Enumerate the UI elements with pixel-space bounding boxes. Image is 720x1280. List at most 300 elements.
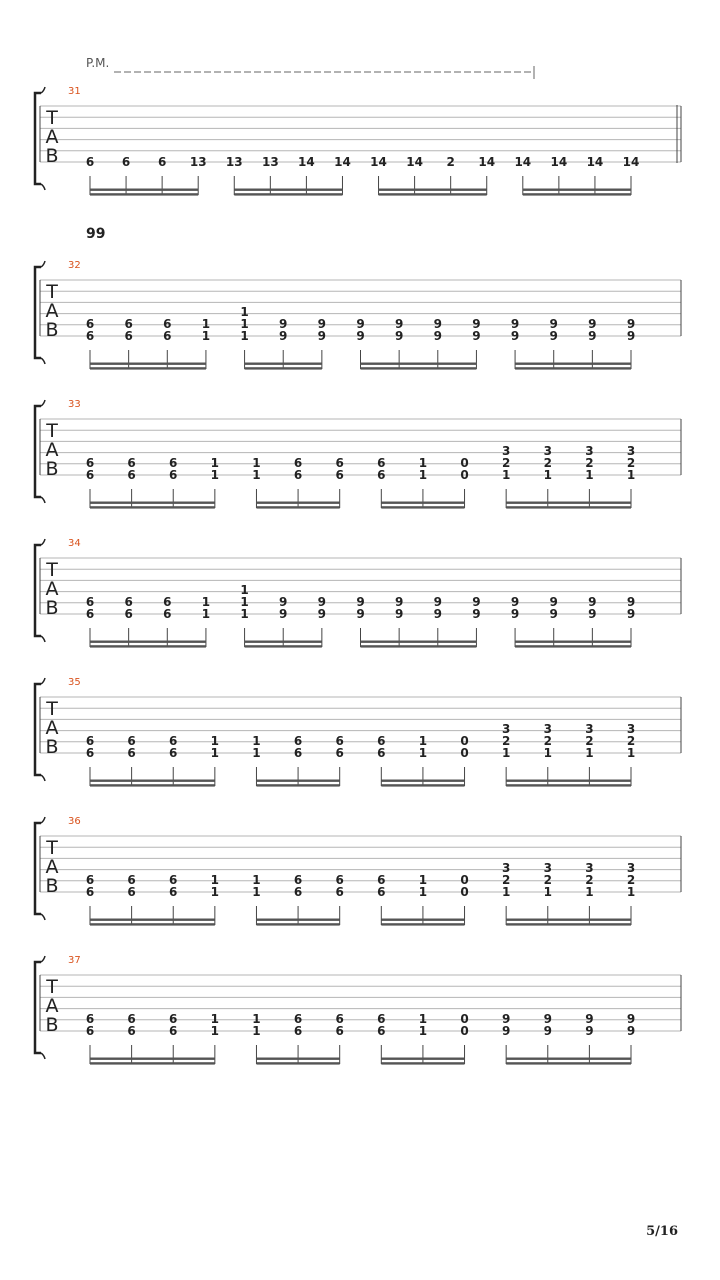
measure-32	[35, 260, 681, 370]
fret-number: 6	[85, 595, 95, 609]
fret-number: 1	[585, 468, 594, 482]
fret-number: 0	[460, 885, 469, 899]
fret-number: 9	[356, 317, 365, 331]
measure-34	[35, 538, 681, 648]
fret-number: 1	[201, 607, 211, 621]
beam	[234, 193, 342, 195]
fret-number: 9	[279, 317, 288, 331]
fret-number: 2	[585, 873, 594, 887]
fret-number: 1	[201, 317, 211, 331]
fret-number: 6	[335, 1012, 344, 1026]
fret-number: 1	[543, 468, 552, 482]
beam	[523, 189, 631, 191]
beam	[523, 193, 631, 195]
fret-number: 9	[510, 329, 520, 343]
fret-number: 1	[418, 456, 428, 470]
bracket-hook	[41, 358, 45, 364]
fret-number: 1	[252, 456, 261, 470]
beam	[256, 784, 339, 786]
fret-number: 1	[585, 746, 594, 760]
fret-number: 6	[377, 456, 386, 470]
fret-number: 1	[626, 468, 636, 482]
beam	[245, 641, 322, 643]
fret-number: 6	[169, 456, 178, 470]
bracket-hook	[41, 87, 45, 93]
measure-number: 32	[68, 260, 81, 271]
fret-number: 9	[543, 1024, 552, 1038]
bracket-hook	[41, 914, 45, 920]
fret-number: 6	[127, 734, 136, 748]
fret-number: 6	[127, 1024, 136, 1038]
fret-number: 3	[501, 861, 511, 875]
measure-number: 37	[68, 955, 81, 966]
fret-number: 6	[127, 873, 136, 887]
fret-number: 0	[460, 468, 469, 482]
fret-number: 0	[460, 456, 469, 470]
fret-number: 9	[501, 1012, 511, 1026]
beam	[506, 506, 631, 508]
tab-clef-letter: A	[45, 578, 59, 600]
fret-number: 14	[334, 155, 351, 169]
fret-number: 1	[543, 746, 552, 760]
fret-number: 9	[317, 317, 327, 331]
tab-clef-letter: B	[45, 458, 59, 480]
fret-number: 9	[472, 317, 481, 331]
fret-number: 9	[588, 329, 597, 343]
fret-number: 9	[472, 595, 481, 609]
fret-number: 3	[626, 722, 636, 736]
beam	[90, 923, 215, 925]
fret-number: 1	[210, 1024, 220, 1038]
fret-number: 6	[169, 1024, 178, 1038]
fret-number: 6	[377, 1024, 386, 1038]
fret-number: 6	[293, 456, 303, 470]
beam	[234, 189, 342, 191]
fret-number: 3	[543, 444, 552, 458]
measure-number: 33	[68, 399, 81, 410]
fret-number: 9	[433, 607, 442, 621]
fret-number: 1	[543, 885, 552, 899]
beam	[90, 641, 206, 643]
fret-number: 1	[240, 583, 249, 597]
fret-number: 14	[406, 155, 423, 169]
fret-number: 9	[549, 329, 558, 343]
fret-number: 9	[317, 607, 327, 621]
fret-number: 1	[501, 468, 511, 482]
fret-number: 9	[317, 595, 327, 609]
fret-number: 3	[585, 722, 594, 736]
fret-number: 1	[252, 873, 261, 887]
fret-number: 6	[335, 746, 344, 760]
beam	[506, 1062, 631, 1064]
beam	[256, 506, 339, 508]
beam	[381, 784, 464, 786]
beam	[361, 641, 477, 643]
fret-number: 6	[85, 1012, 95, 1026]
beam	[256, 780, 339, 782]
measure-number: 31	[68, 86, 81, 97]
fret-number: 6	[85, 746, 95, 760]
beam	[256, 923, 339, 925]
bracket-hook	[41, 1053, 45, 1059]
tab-clef-letter: B	[45, 319, 59, 341]
fret-number: 6	[377, 1012, 386, 1026]
fret-number: 6	[163, 607, 172, 621]
bracket-hook	[41, 400, 45, 406]
beam	[506, 923, 631, 925]
fret-number: 13	[189, 155, 207, 169]
fret-number: 1	[252, 468, 261, 482]
bracket-hook	[41, 817, 45, 823]
fret-number: 6	[85, 885, 95, 899]
fret-number: 1	[626, 746, 636, 760]
fret-number: 9	[510, 317, 520, 331]
fret-number: 6	[293, 746, 303, 760]
fret-number: 1	[501, 746, 511, 760]
beam	[90, 919, 215, 921]
bracket-hook	[41, 497, 45, 503]
beam	[515, 367, 631, 369]
measure-31	[35, 66, 681, 196]
fret-number: 1	[418, 468, 428, 482]
tab-clef-letter: T	[46, 698, 58, 720]
fret-number: 1	[240, 305, 249, 319]
fret-number: 6	[293, 873, 303, 887]
fret-number: 9	[585, 1012, 594, 1026]
fret-number: 6	[293, 1012, 303, 1026]
fret-number: 9	[433, 329, 442, 343]
fret-number: 6	[85, 155, 95, 169]
fret-number: 6	[169, 468, 178, 482]
beam	[245, 367, 322, 369]
fret-number: 9	[626, 329, 636, 343]
fret-number: 14	[514, 155, 532, 169]
fret-number: 3	[585, 444, 594, 458]
fret-number: 9	[626, 607, 636, 621]
fret-number: 9	[543, 1012, 552, 1026]
beam	[90, 502, 215, 504]
tab-clef-letter: A	[45, 300, 59, 322]
fret-number: 14	[586, 155, 604, 169]
fret-number: 1	[210, 746, 220, 760]
fret-number: 1	[585, 885, 594, 899]
beam	[245, 363, 322, 365]
tab-clef-letter: T	[46, 559, 58, 581]
fret-number: 6	[163, 317, 172, 331]
fret-number: 14	[298, 155, 315, 169]
fret-number: 9	[433, 317, 442, 331]
fret-number: 14	[478, 155, 496, 169]
fret-number: 1	[418, 1024, 428, 1038]
bracket-hook	[41, 678, 45, 684]
tempo-marker: 99	[86, 226, 106, 242]
bracket-hook	[41, 775, 45, 781]
tab-clef-letter: A	[45, 439, 59, 461]
fret-number: 9	[394, 607, 404, 621]
beam	[90, 1058, 215, 1060]
fret-number: 2	[501, 734, 511, 748]
fret-number: 6	[85, 317, 95, 331]
beam	[90, 367, 206, 369]
fret-number: 0	[460, 1024, 469, 1038]
fret-number: 1	[252, 734, 261, 748]
fret-number: 6	[377, 468, 386, 482]
fret-number: 1	[252, 1012, 261, 1026]
fret-number: 2	[543, 456, 552, 470]
fret-number: 9	[279, 607, 288, 621]
fret-number: 0	[460, 746, 469, 760]
fret-number: 2	[501, 873, 511, 887]
fret-number: 6	[85, 1024, 95, 1038]
beam	[515, 641, 631, 643]
fret-number: 9	[279, 595, 288, 609]
measure-36	[35, 816, 681, 926]
fret-number: 3	[585, 861, 594, 875]
fret-number: 1	[252, 1024, 261, 1038]
tab-clef-letter: B	[45, 1014, 59, 1036]
fret-number: 6	[127, 1012, 136, 1026]
fret-number: 6	[124, 329, 133, 343]
fret-number: 9	[588, 607, 597, 621]
fret-number: 6	[293, 734, 303, 748]
fret-number: 2	[543, 873, 552, 887]
beam	[506, 784, 631, 786]
fret-number: 2	[585, 456, 594, 470]
bracket-hook	[41, 261, 45, 267]
fret-number: 9	[356, 595, 365, 609]
beam	[506, 1058, 631, 1060]
fret-number: 6	[335, 873, 344, 887]
fret-number: 6	[169, 746, 178, 760]
fret-number: 9	[626, 1012, 636, 1026]
beam	[381, 780, 464, 782]
beam	[256, 919, 339, 921]
fret-number: 1	[240, 607, 249, 621]
fret-number: 0	[460, 1012, 469, 1026]
fret-number: 2	[626, 873, 636, 887]
fret-number: 1	[210, 468, 220, 482]
fret-number: 6	[335, 468, 344, 482]
bracket-hook	[41, 184, 45, 190]
fret-number: 9	[472, 607, 481, 621]
beam	[90, 645, 206, 647]
palm-mute-label: P.M.	[86, 56, 110, 70]
fret-number: 2	[446, 155, 455, 169]
fret-number: 6	[163, 329, 172, 343]
fret-number: 6	[169, 873, 178, 887]
fret-number: 6	[85, 456, 95, 470]
fret-number: 1	[418, 734, 428, 748]
beam	[256, 1058, 339, 1060]
measure-33	[35, 399, 681, 509]
fret-number: 2	[626, 456, 636, 470]
tab-clef-letter: T	[46, 281, 58, 303]
fret-number: 2	[543, 734, 552, 748]
beam	[90, 193, 198, 195]
beam	[361, 645, 477, 647]
fret-number: 9	[394, 317, 404, 331]
fret-number: 1	[418, 885, 428, 899]
tab-clef-letter: B	[45, 736, 59, 758]
fret-number: 1	[210, 873, 220, 887]
fret-number: 6	[335, 885, 344, 899]
bracket-hook	[41, 636, 45, 642]
fret-number: 1	[418, 873, 428, 887]
fret-number: 2	[626, 734, 636, 748]
fret-number: 6	[169, 734, 178, 748]
fret-number: 9	[626, 317, 636, 331]
fret-number: 1	[201, 595, 211, 609]
fret-number: 9	[549, 607, 558, 621]
fret-number: 6	[127, 885, 136, 899]
fret-number: 9	[585, 1024, 594, 1038]
fret-number: 13	[261, 155, 279, 169]
beam	[379, 189, 487, 191]
fret-number: 6	[127, 468, 136, 482]
fret-number: 6	[335, 456, 344, 470]
fret-number: 1	[210, 885, 220, 899]
fret-number: 9	[394, 329, 404, 343]
fret-number: 9	[356, 607, 365, 621]
fret-number: 1	[240, 595, 249, 609]
fret-number: 6	[293, 885, 303, 899]
beam	[245, 645, 322, 647]
fret-number: 2	[501, 456, 511, 470]
tab-clef-letter: B	[45, 597, 59, 619]
fret-number: 14	[622, 155, 640, 169]
beam	[90, 784, 215, 786]
fret-number: 9	[549, 595, 558, 609]
fret-number: 6	[377, 885, 386, 899]
beam	[90, 363, 206, 365]
fret-number: 1	[626, 885, 636, 899]
fret-number: 6	[377, 746, 386, 760]
fret-number: 3	[501, 722, 511, 736]
fret-number: 9	[472, 329, 481, 343]
fret-number: 9	[279, 329, 288, 343]
fret-number: 1	[240, 317, 249, 331]
fret-number: 1	[501, 885, 511, 899]
fret-number: 3	[543, 722, 552, 736]
staff-systems	[35, 66, 681, 1065]
fret-number: 6	[124, 317, 133, 331]
fret-number: 9	[588, 317, 597, 331]
fret-number: 3	[626, 444, 636, 458]
fret-number: 6	[85, 873, 95, 887]
fret-number: 6	[169, 885, 178, 899]
page-number: 5/16	[646, 1224, 678, 1239]
fret-number: 1	[240, 329, 249, 343]
fret-number: 3	[501, 444, 511, 458]
beam	[515, 645, 631, 647]
fret-number: 6	[85, 468, 95, 482]
fret-number: 0	[460, 734, 469, 748]
beam	[90, 1062, 215, 1064]
fret-number: 6	[169, 1012, 178, 1026]
beam	[381, 1058, 464, 1060]
beam	[381, 923, 464, 925]
bracket-hook	[41, 539, 45, 545]
fret-number: 6	[85, 329, 95, 343]
fret-number: 9	[510, 595, 520, 609]
tab-clef-letter: T	[46, 837, 58, 859]
beam	[361, 363, 477, 365]
tab-clef-letter: T	[46, 976, 58, 998]
tab-clef-letter: A	[45, 126, 59, 148]
fret-number: 9	[588, 595, 597, 609]
tab-clef-letter: T	[46, 420, 58, 442]
beam	[381, 919, 464, 921]
beam	[381, 502, 464, 504]
fret-number: 13	[225, 155, 243, 169]
fret-number: 6	[335, 1024, 344, 1038]
tab-clef-letter: B	[45, 145, 59, 167]
fret-number: 6	[85, 734, 95, 748]
fret-number: 6	[127, 456, 136, 470]
beam	[515, 363, 631, 365]
measure-37	[35, 955, 681, 1065]
fret-number: 1	[210, 456, 220, 470]
fret-number: 6	[157, 155, 167, 169]
fret-number: 6	[124, 607, 133, 621]
fret-number: 0	[460, 873, 469, 887]
fret-number: 6	[127, 746, 136, 760]
beam	[256, 502, 339, 504]
beam	[90, 780, 215, 782]
beam	[256, 1062, 339, 1064]
fret-number: 1	[210, 1012, 220, 1026]
fret-number: 6	[377, 734, 386, 748]
fret-number: 1	[418, 746, 428, 760]
fret-number: 1	[252, 746, 261, 760]
measure-number: 35	[68, 677, 81, 688]
fret-number: 6	[377, 873, 386, 887]
tab-clef-letter: A	[45, 717, 59, 739]
measure-35	[35, 677, 681, 787]
fret-number: 9	[501, 1024, 511, 1038]
fret-number: 1	[418, 1012, 428, 1026]
fret-number: 6	[124, 595, 133, 609]
beam	[381, 1062, 464, 1064]
beam	[361, 367, 477, 369]
fret-number: 9	[317, 329, 327, 343]
fret-number: 9	[356, 329, 365, 343]
fret-number: 1	[201, 329, 211, 343]
fret-number: 1	[252, 885, 261, 899]
fret-number: 3	[626, 861, 636, 875]
fret-number: 6	[293, 468, 303, 482]
fret-number: 14	[370, 155, 387, 169]
fret-number: 14	[550, 155, 568, 169]
beam	[506, 919, 631, 921]
measure-number: 36	[68, 816, 81, 827]
fret-number: 6	[85, 607, 95, 621]
bracket-hook	[41, 956, 45, 962]
fret-number: 9	[510, 607, 520, 621]
beam	[381, 506, 464, 508]
fret-number: 6	[121, 155, 131, 169]
fret-number: 9	[433, 595, 442, 609]
beam	[90, 189, 198, 191]
fret-number: 1	[210, 734, 220, 748]
fret-number: 6	[293, 1024, 303, 1038]
fret-number: 3	[543, 861, 552, 875]
fret-number: 9	[626, 595, 636, 609]
fret-number: 9	[549, 317, 558, 331]
beam	[506, 780, 631, 782]
fret-number: 9	[626, 1024, 636, 1038]
beam	[506, 502, 631, 504]
